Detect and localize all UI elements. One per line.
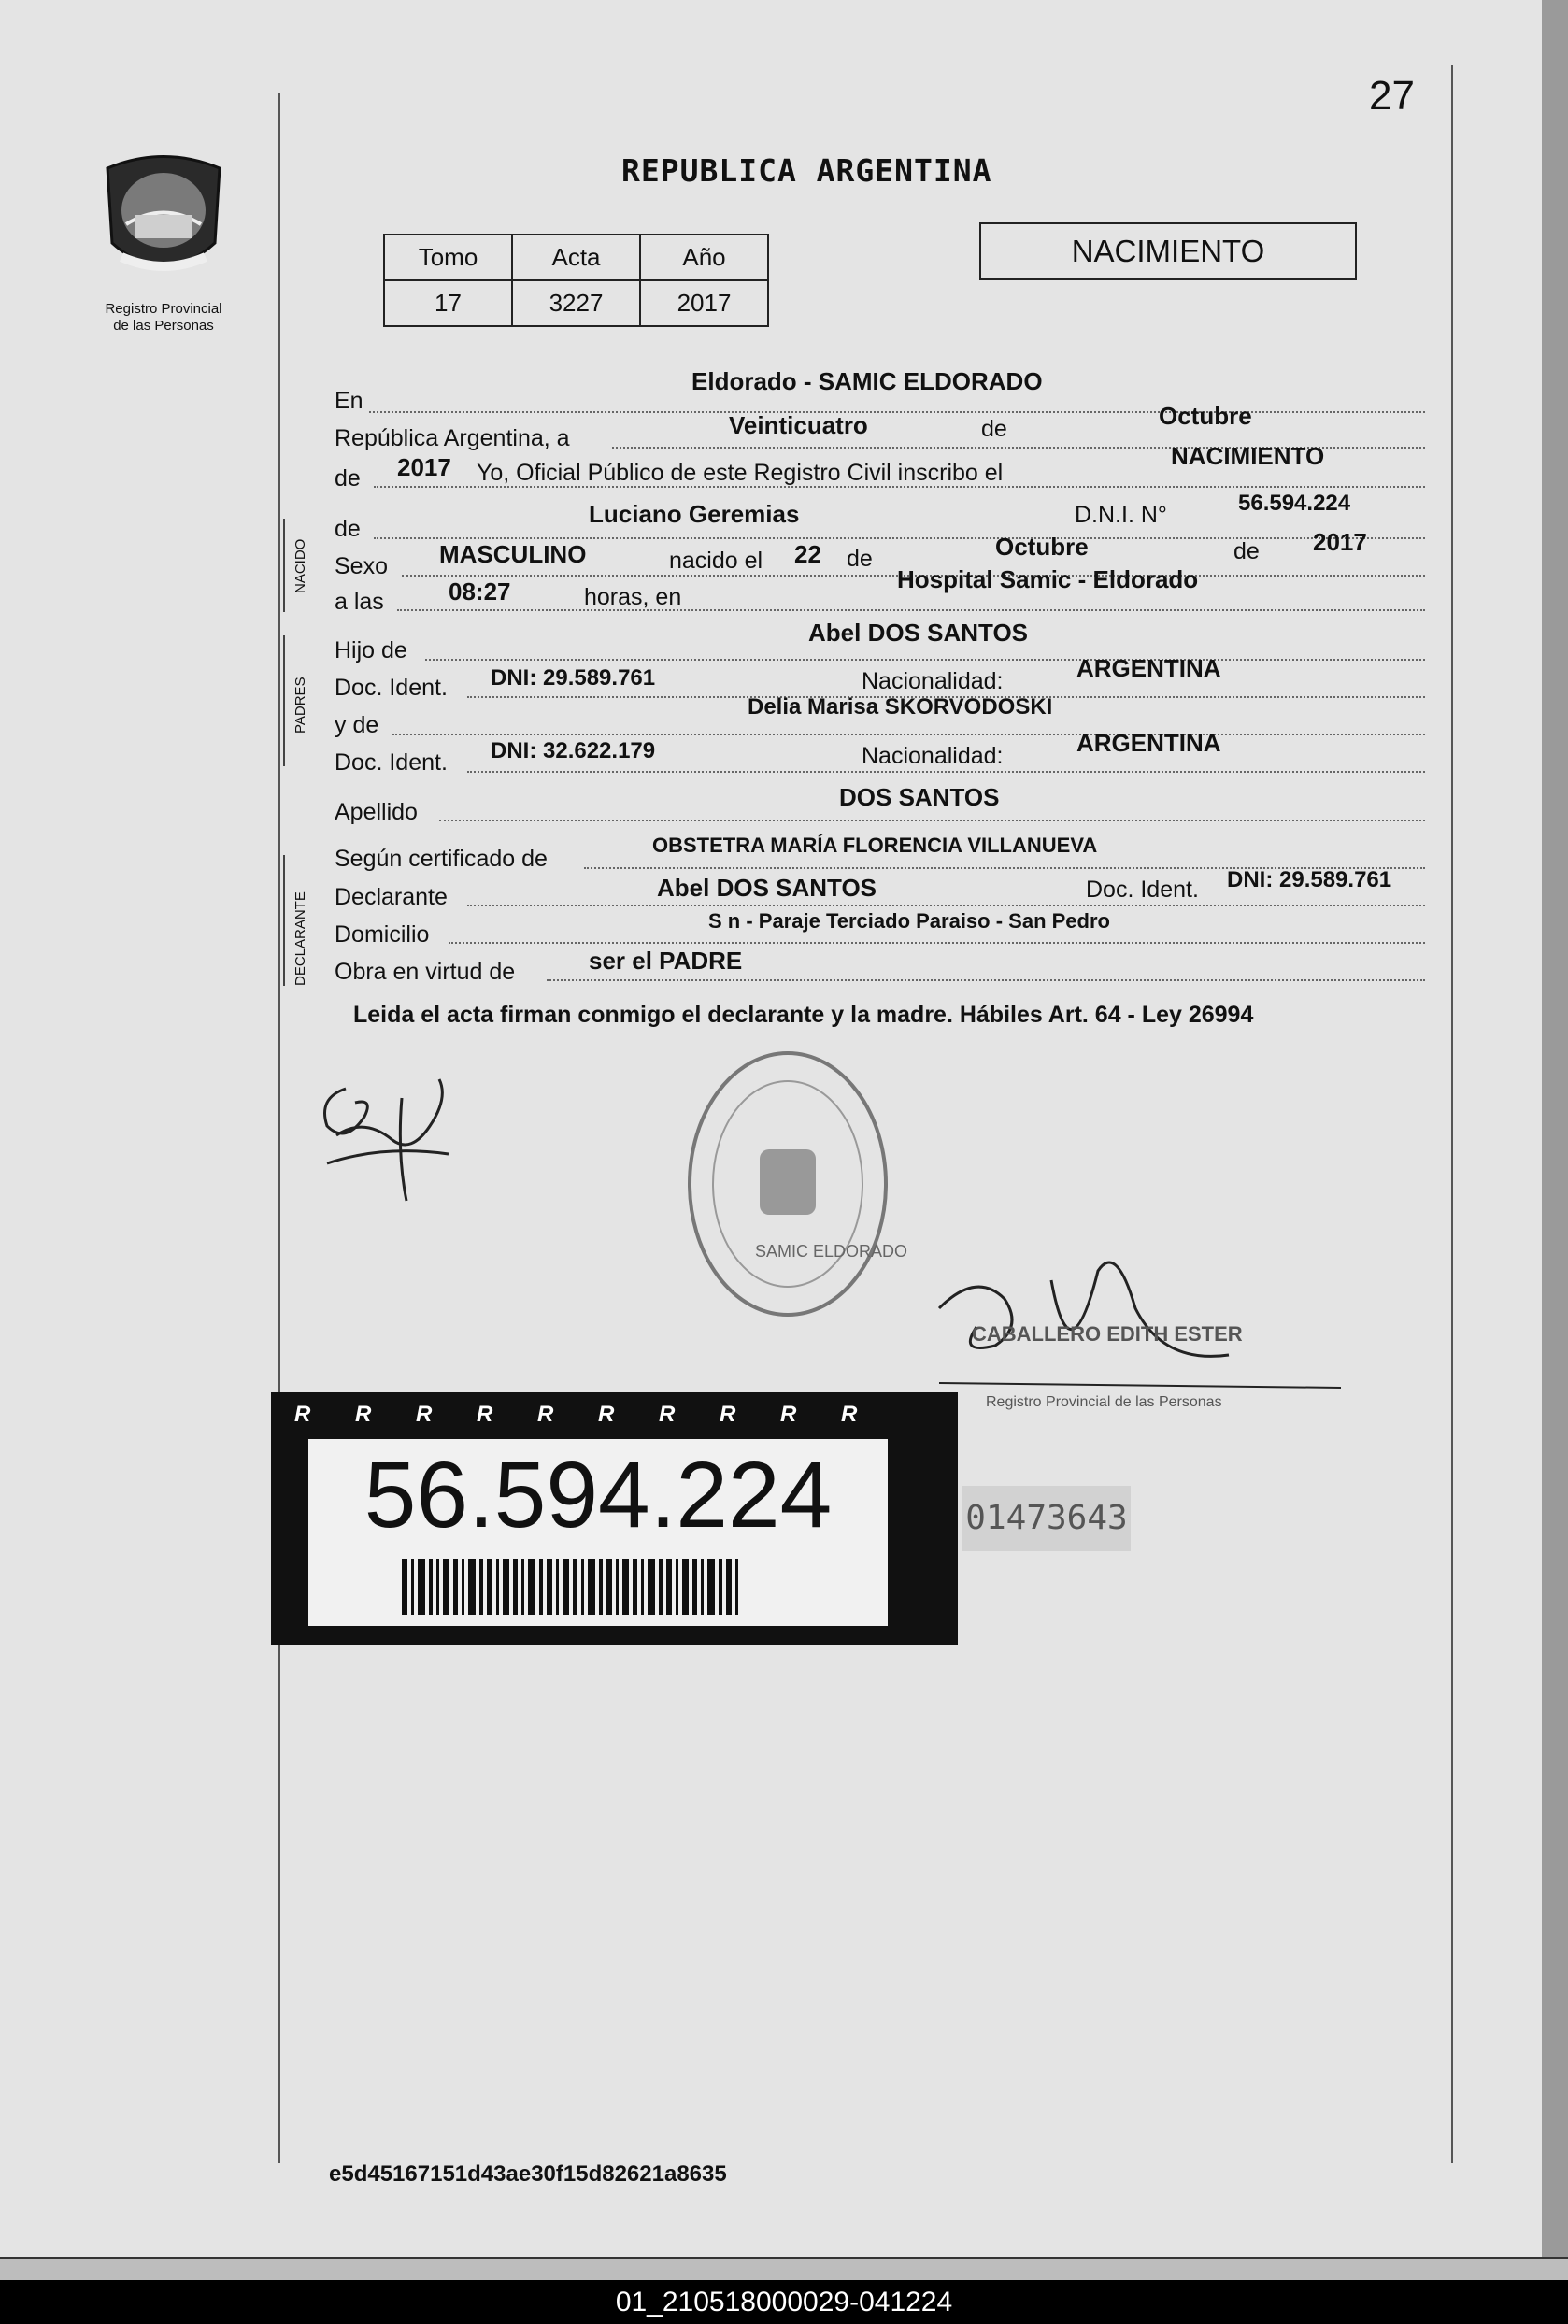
sticker-r-letter: R — [841, 1402, 858, 1427]
dia-inscripcion: Veinticuatro — [729, 411, 868, 439]
dni-nacido: 56.594.224 — [1238, 491, 1351, 516]
doc-ident-label: Doc. Ident. — [335, 675, 448, 701]
nacionalidad-label: Nacionalidad: — [862, 668, 1004, 694]
signature-oficial — [920, 1252, 1341, 1410]
acta-header-tomo: Tomo — [384, 235, 512, 280]
apellido-label: Apellido — [335, 799, 418, 825]
sticker-r-letter: R — [537, 1402, 554, 1427]
document-hash: e5d45167151d43ae30f15d82621a8635 — [329, 2161, 727, 2187]
sexo-value: MASCULINO — [439, 540, 587, 568]
dni-label: D.N.I. N° — [1075, 502, 1167, 528]
horas-en-label: horas, en — [584, 584, 682, 610]
de-label: de — [335, 465, 361, 492]
sticker-r-letter: R — [659, 1402, 676, 1427]
lugar-nacimiento: Hospital Samic - Eldorado — [897, 565, 1199, 593]
anio-inscripcion: 2017 — [397, 453, 451, 481]
dotted-line — [467, 771, 1425, 773]
dotted-line — [374, 537, 1425, 539]
dotted-line — [425, 659, 1425, 661]
dia-nacimiento: 22 — [794, 540, 821, 568]
en-label: En — [335, 388, 363, 414]
acta-header-anio: Año — [640, 235, 768, 280]
document-title: REPUBLICA ARGENTINA — [621, 152, 992, 189]
alas-label: a las — [335, 589, 384, 615]
certificado-value: OBSTETRA MARÍA FLORENCIA VILLANUEVA — [652, 834, 1098, 857]
right-margin-line — [1451, 65, 1453, 2163]
dotted-line — [392, 734, 1425, 735]
mes-inscripcion: Octubre — [1159, 402, 1252, 430]
apellido-value: DOS SANTOS — [839, 783, 1000, 811]
acto-inscripcion: NACIMIENTO — [1171, 442, 1325, 470]
acta-header-acta: Acta — [512, 235, 640, 280]
hijo-de-label: Hijo de — [335, 637, 407, 663]
barcode-bars — [402, 1559, 813, 1615]
padres-section-label: PADRES — [292, 677, 308, 734]
doc-madre: DNI: 32.622.179 — [491, 738, 656, 763]
dotted-line — [397, 609, 1425, 611]
left-margin-line — [278, 93, 280, 2163]
mes-nacimiento: Octubre — [995, 533, 1089, 561]
acta-value-anio: 2017 — [640, 280, 768, 326]
nombre-nacido: Luciano Geremias — [589, 500, 800, 528]
certificado-label: Según certificado de — [335, 846, 548, 872]
doc-ident-label: Doc. Ident. — [335, 749, 448, 776]
sticker-r-letter: R — [416, 1402, 433, 1427]
acta-value-acta: 3227 — [512, 280, 640, 326]
oficial-text: Yo, Oficial Público de este Registro Civil inscribo el — [477, 460, 1004, 486]
provincial-seal-icon — [93, 150, 234, 290]
declarante-doc: DNI: 29.589.761 — [1227, 867, 1392, 892]
nacionalidad-label: Nacionalidad: — [862, 743, 1004, 769]
sticker-r-letter: R — [720, 1402, 736, 1427]
nacido-el-label: nacido el — [669, 548, 763, 574]
nacido-section-label: NACIDO — [292, 538, 308, 593]
republica-label: República Argentina, a — [335, 425, 570, 451]
dotted-line — [467, 905, 1425, 906]
serial-number: 01473643 — [962, 1486, 1131, 1551]
de-label: de — [1233, 538, 1260, 564]
signature-declarante — [308, 1061, 467, 1210]
barcode-sticker — [271, 1392, 958, 1645]
sticker-r-letter: R — [355, 1402, 372, 1427]
nacionalidad-madre: ARGENTINA — [1076, 729, 1221, 757]
page-number: 27 — [1369, 73, 1415, 119]
sticker-r-letter: R — [477, 1402, 493, 1427]
de-label: de — [981, 416, 1007, 442]
obra-label: Obra en virtud de — [335, 959, 516, 985]
stamp-text: SAMIC ELDORADO — [755, 1242, 908, 1261]
sticker-r-letter: R — [780, 1402, 797, 1427]
official-stamp — [680, 1042, 908, 1327]
declarante-section-label: DECLARANTE — [292, 891, 308, 986]
y-de-label: y de — [335, 712, 379, 738]
barcode-number: 56.594.224 — [363, 1443, 833, 1547]
declarante-label: Declarante — [335, 884, 448, 910]
signature2-text: CABALLERO EDITH ESTER — [972, 1322, 1243, 1346]
registro-line-1: Registro Provincial — [105, 301, 222, 317]
tipo-acta-box: NACIMIENTO — [979, 222, 1357, 280]
acta-value-tomo: 17 — [384, 280, 512, 326]
de-label: de — [335, 516, 361, 542]
sexo-label: Sexo — [335, 553, 388, 579]
de-label: de — [847, 546, 873, 572]
sticker-r-letter: R — [294, 1402, 311, 1427]
bottom-strip — [0, 2257, 1568, 2282]
sticker-r-letter: R — [598, 1402, 615, 1427]
hora-nacimiento: 08:27 — [449, 577, 511, 606]
doc-ident-label: Doc. Ident. — [1086, 877, 1199, 903]
dotted-line — [547, 979, 1425, 981]
declarante-nombre: Abel DOS SANTOS — [657, 874, 877, 902]
barcode-panel — [308, 1439, 888, 1626]
page-edge — [1542, 0, 1568, 2280]
registro-line-2: de las Personas — [113, 318, 214, 334]
domicilio-value: S n - Paraje Terciado Paraiso - San Pedro — [708, 909, 1110, 933]
acta-table — [383, 234, 769, 327]
footer-id: 01_210518000029-041224 — [0, 2280, 1568, 2324]
nacionalidad-padre: ARGENTINA — [1076, 654, 1221, 682]
dotted-line — [439, 820, 1425, 821]
signature2-sub: Registro Provincial de las Personas — [986, 1394, 1222, 1410]
dotted-line — [449, 942, 1425, 944]
nombre-padre: Abel DOS SANTOS — [808, 619, 1029, 647]
registro-label — [75, 301, 252, 335]
lugar-inscripcion: Eldorado - SAMIC ELDORADO — [691, 367, 1043, 395]
domicilio-label: Domicilio — [335, 921, 430, 948]
obra-value: ser el PADRE — [589, 947, 743, 975]
doc-padre: DNI: 29.589.761 — [491, 665, 656, 691]
legal-text: Leida el acta firman conmigo el declarante y la madre. Hábiles Art. 64 - Ley 26994 — [353, 1002, 1254, 1028]
dotted-line — [369, 411, 1425, 413]
anio-nacimiento: 2017 — [1313, 528, 1367, 556]
nombre-madre: Delia Marisa SKORVODOSKI — [748, 694, 1053, 720]
